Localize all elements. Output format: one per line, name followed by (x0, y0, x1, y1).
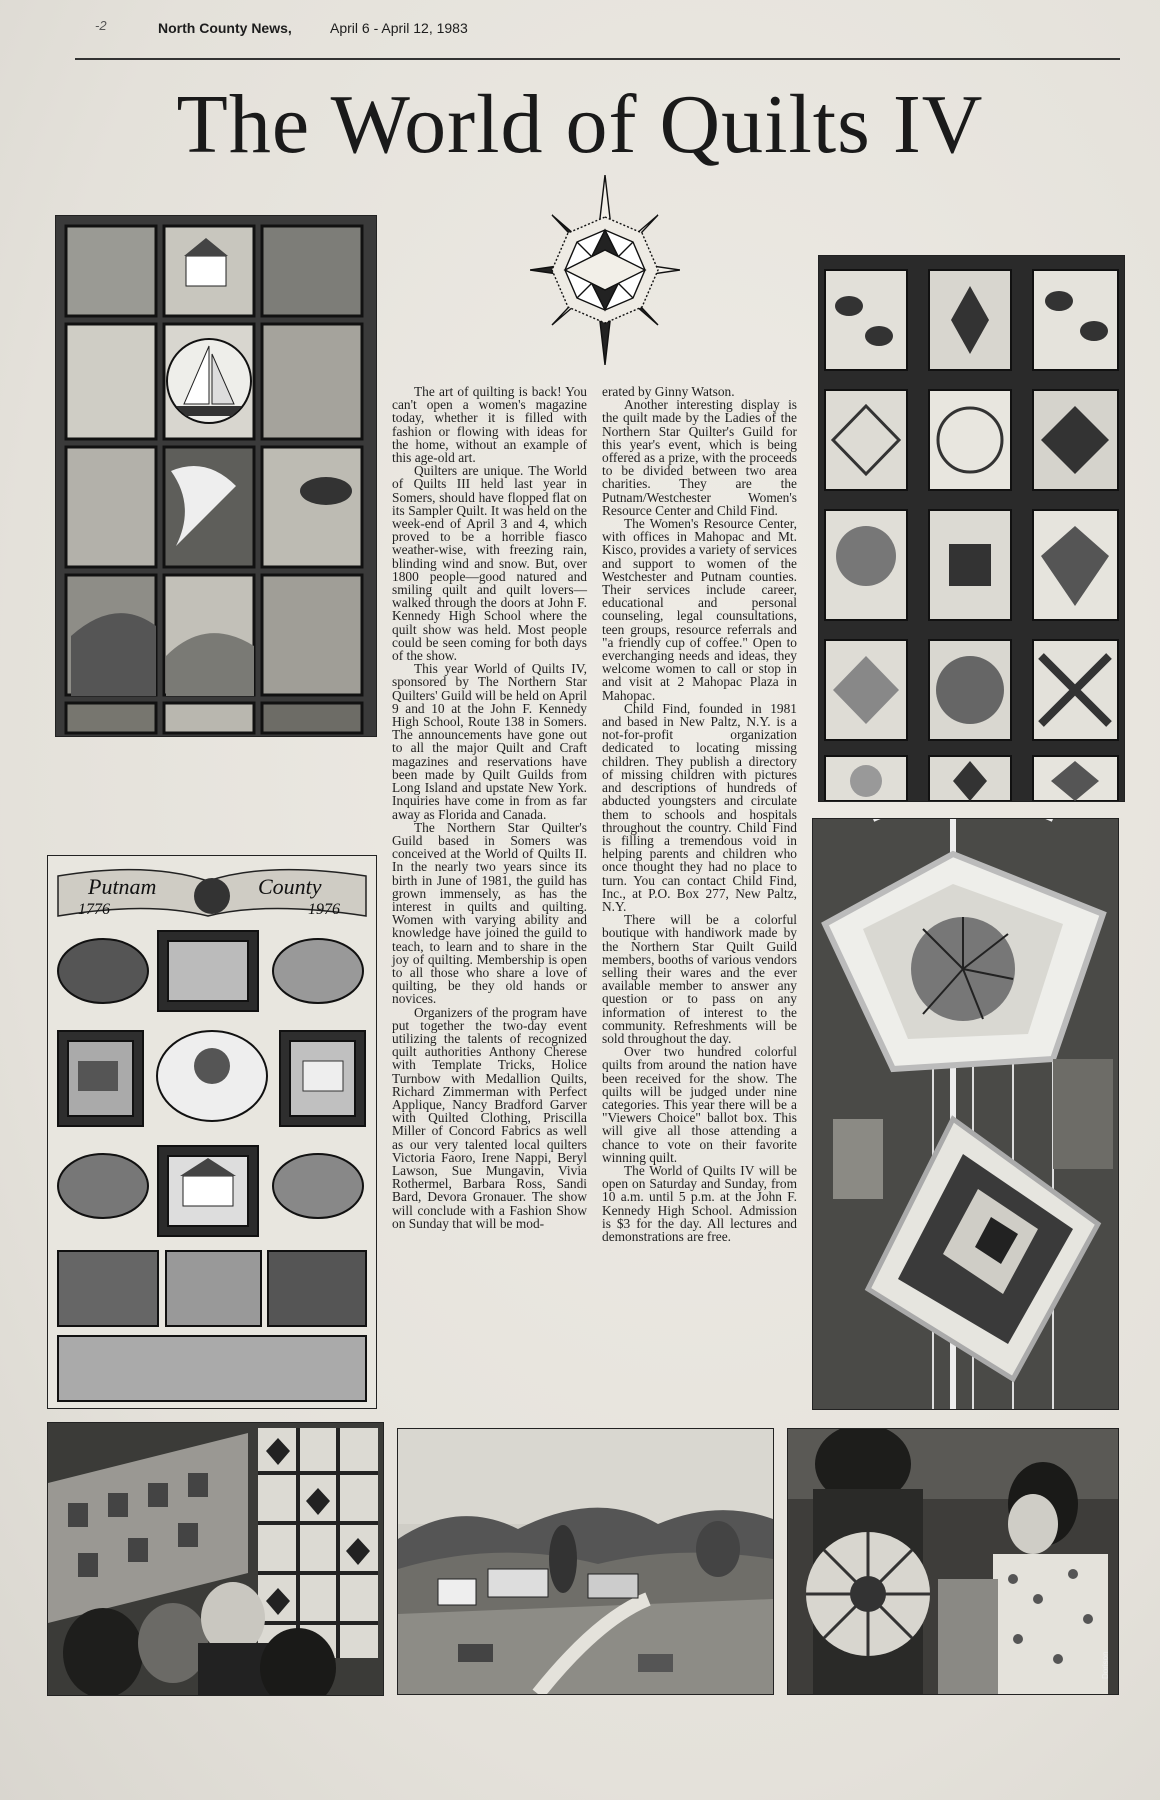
photo-block-sampler-quilt (818, 255, 1125, 802)
article-paragraph: The World of Quilts IV will be open on Saturday and Sunday, from 10 a.m. until 5 p.m. at the John F. Kennedy High School. Admission is $3 for the day. All lectures and demonstrations are free. (602, 1162, 797, 1244)
paper-name: North County News, (158, 20, 292, 36)
banner-putnam: Putnam (88, 874, 157, 899)
article-column-1 (392, 385, 587, 1387)
banner-county: County (258, 874, 322, 899)
article-column-2 (602, 385, 797, 1387)
masthead (70, 10, 1120, 50)
photo-crowd-viewing-quilts (47, 1422, 384, 1696)
article-paragraph: The Northern Star Quilter's Guild based in Somers was conceived at the World of Quilts II. In the nearly two years since its birth in June of 1981, the guild has grown immensely, as has the interest in quilts and quilting. Women with varying ability and knowledge have joined the guild to teach, to learn and to share in the joy of quilting. Membership is open to all those who share a love of quilting, be they old hands or novices. (392, 819, 587, 1007)
photo-pictorial-sampler-quilt (55, 215, 377, 737)
headline: The World of Quilts IV (176, 78, 984, 171)
article-paragraph: The art of quilting is back! You can't open a women's magazine today, whether it is filled with fashion or flowing with ideas for the home, without an example of this age-old art. (392, 384, 587, 466)
banner-year-1976: 1976 (308, 901, 340, 918)
page-number: -2 (95, 18, 107, 33)
article-paragraph: This year World of Quilts IV, sponsored by The Northern Star Quilters' Guild will be held on April 9 and 10 at the John F. Kennedy High School, Route 138 in Somers. The announcements have gone out to all the major Quilt and Craft magazines and reservations have been made by Quilt Guilds from Long Island and upstate New York. Inquiries have come in from as far away as Florida and Canada. (392, 661, 587, 822)
photo-putnam-county-quilt (47, 855, 377, 1409)
photo-women-quilting (787, 1428, 1119, 1695)
article-paragraph: Another interesting display is the quilt made by the Ladies of the Northern Star Quilter's Guild for this year's event, which is being offered as a prize, with the proceeds to be divided between two area charities. They are the Putnam/Westchester Women's Resource Center and Child Find. (602, 397, 797, 518)
issue-date: April 6 - April 12, 1983 (330, 20, 468, 36)
photo-quilted-pillows (812, 818, 1119, 1410)
banner-year-1776: 1776 (78, 901, 110, 918)
article-paragraph: Organizers of the program have put together the two-day event utilizing the talents of recognized quilt authorities Anthony Cherese with Template Tricks, Holice Turnbow with Medallion Quilts, Richard Zimmerman with Perfect Applique, Nancy Bradford Garver with Quilted Clothing, Priscilla Miller of Concord Fabrics as well as our very talented local quilters Victoria Faoro, Irene Nappi, Beryl Lawson, Sue Mungavin, Vivia Rothermel, Barbara Ross, Sandi Bard, Devora Gronauer. The show will conclude with a Fashion Show on Sunday that will be mod- (392, 1004, 587, 1231)
article-paragraph: Quilters are unique. The World of Quilts III held last year in Somers, should have flopped flat on its Sampler Quilt. It was held on the week-end of April 3 and 4, which proved to be a horrible fiasco weather-wise, with freezing rain, blinding wind and snow. But, over 1800 people—good natured and smiling quilt and quilt lovers—walked through the doors at John F. Kennedy High School where the quilt show was held. Most people could be seen coming for both days of the show. (392, 463, 587, 664)
photo-credit: Dorison (1101, 1651, 1110, 1679)
article-paragraph: The Women's Resource Center, with offices in Mahopac and Mt. Kisco, provides a variety of services and support to women of the Westchester and Putnam counties. Their services include career, educational and personal counseling, legal counsultations, teen groups, resource referrals and "a friendly cup of coffee." Open to everchanging needs and ideas, they welcome women to call or stop in and visit at 2 Mahopac Plaza in Mahopac. (602, 516, 797, 703)
photo-landscape-quilt (397, 1428, 774, 1695)
article-paragraph: Child Find, founded in 1981 and based in New Paltz, N.Y. is a not-for-profit organization dedicated to locating missing children. They publish a directory of missing children with pictures and descriptions of hundreds of abducted youngsters and circulate them to schools and hospitals throughout the country. Child Find is filling a tremendous void in helping parents and children who once thought they had no place to turn. You can contact Child Find, Inc., at P.O. Box 277, New Paltz, N.Y. (602, 700, 797, 914)
compass-star-illustration (530, 175, 680, 365)
article-paragraph: Over two hundred colorful quilts from around the nation have been received for the show. The quilts will be judged under nine categories. This year there will be a "Viewers Choice" ballot box. This will give all those attending a chance to vote on their favorite winning quilt. (602, 1044, 797, 1165)
article-paragraph: erated by Ginny Watson. (602, 384, 735, 399)
masthead-rule (75, 58, 1120, 60)
article-paragraph: There will be a colorful boutique with handiwork made by the Northern Star Quilt Guild members, booths of various vendors selling their wares and the ever available member to answer any question or to pass on any information of interest to the community. Refreshments will be sold throughout the day. (602, 912, 797, 1046)
